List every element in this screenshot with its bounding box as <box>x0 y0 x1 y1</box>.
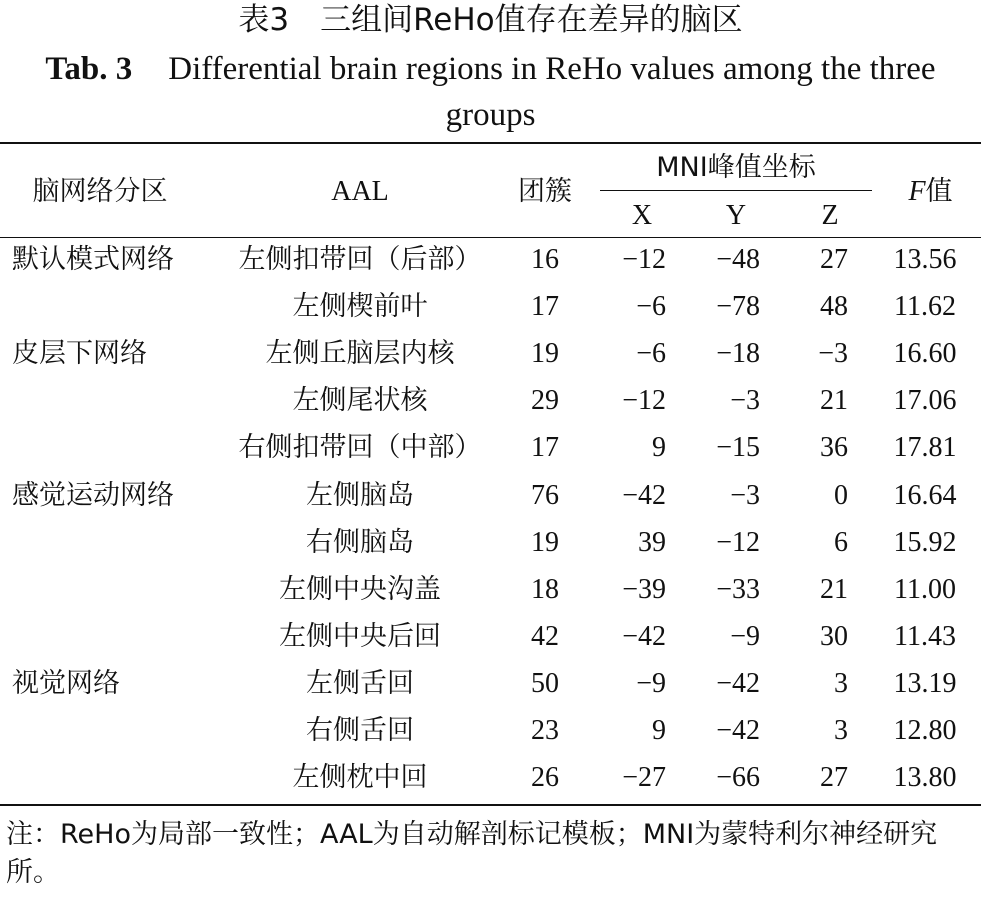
cell-cluster: 16 <box>531 244 559 275</box>
header-cluster: 团簇 <box>518 176 572 207</box>
cell-aal: 左侧舌回 <box>306 667 414 699</box>
cell-aal: 左侧中央沟盖 <box>279 573 441 605</box>
cell-z: −3 <box>818 338 848 370</box>
cell-y: −3 <box>730 479 760 511</box>
cell-cluster: 26 <box>531 762 559 794</box>
cell-x: 9 <box>652 715 666 746</box>
cell-f: 11.00 <box>894 573 956 605</box>
cell-z: 6 <box>834 526 848 558</box>
cell-aal: 左侧枕中回 <box>292 762 428 794</box>
cell-y: −12 <box>716 526 760 558</box>
cell-z: 0 <box>834 479 848 511</box>
cell-network: 视觉网络 <box>12 667 120 699</box>
cell-z: 48 <box>820 291 848 323</box>
cell-z: 3 <box>834 667 848 699</box>
cell-network: 感觉运动网络 <box>12 479 174 511</box>
cell-z: 36 <box>820 432 848 464</box>
cell-f: 13.80 <box>893 762 957 794</box>
cell-aal: 右侧扣带回（中部） <box>238 432 482 464</box>
cell-x: 9 <box>652 432 666 464</box>
cell-f: 11.43 <box>894 620 956 652</box>
table-title-en-text: Differential brain regions in ReHo values among the three groups <box>168 51 936 133</box>
bottom-rule <box>0 804 981 806</box>
cell-aal: 右侧舌回 <box>306 715 414 746</box>
top-rule <box>0 142 981 144</box>
cell-aal: 左侧丘脑层内核 <box>265 338 455 370</box>
table-note: 注：ReHo为局部一致性；AAL为自动解剖标记模板；MNI为蒙特利尔神经研究所。 <box>6 819 938 888</box>
cell-x: −6 <box>636 291 666 323</box>
cell-f: 17.81 <box>893 432 957 464</box>
cell-x: −9 <box>636 667 666 699</box>
cell-cluster: 19 <box>531 526 559 558</box>
cell-y: −33 <box>716 573 760 605</box>
cell-x: −27 <box>622 762 666 794</box>
cell-x: −12 <box>622 385 666 417</box>
cell-network: 默认模式网络 <box>12 244 174 275</box>
header-rule <box>0 237 981 238</box>
header-z: Z <box>821 200 839 231</box>
cell-cluster: 19 <box>531 338 559 370</box>
cell-cluster: 42 <box>531 620 559 652</box>
cell-cluster: 17 <box>531 432 559 464</box>
cell-aal: 右侧脑岛 <box>306 526 414 558</box>
cell-cluster: 17 <box>531 291 559 323</box>
cell-f: 17.06 <box>893 385 957 417</box>
table-title-en <box>10 46 971 138</box>
cell-f: 16.60 <box>893 338 957 370</box>
cell-y: −48 <box>716 244 760 275</box>
cell-f: 15.92 <box>893 526 957 558</box>
header-network: 脑网络分区 <box>32 176 168 207</box>
mni-rule <box>600 190 872 191</box>
cell-z: 21 <box>820 573 848 605</box>
cell-y: −15 <box>716 432 760 464</box>
table-title-cn: 表3 三组间ReHo值存在差异的脑区 <box>238 2 743 38</box>
cell-f: 16.64 <box>893 479 957 511</box>
header-aal: AAL <box>331 176 389 207</box>
cell-cluster: 50 <box>531 667 559 699</box>
header-x: X <box>631 200 653 231</box>
cell-z: 30 <box>820 620 848 652</box>
cell-y: −9 <box>730 620 760 652</box>
cell-cluster: 18 <box>531 573 559 605</box>
cell-x: −42 <box>622 479 666 511</box>
cell-y: −3 <box>730 385 760 417</box>
cell-x: 39 <box>638 526 666 558</box>
cell-f: 13.56 <box>893 244 957 275</box>
cell-f: 13.19 <box>893 667 957 699</box>
cell-f: 12.80 <box>893 715 957 746</box>
cell-y: −42 <box>716 667 760 699</box>
header-mni: MNI峰值坐标 <box>656 152 816 183</box>
cell-z: 27 <box>820 762 848 794</box>
cell-aal: 左侧尾状核 <box>292 385 428 417</box>
cell-x: −39 <box>622 573 666 605</box>
cell-y: −18 <box>716 338 760 370</box>
cell-aal: 左侧中央后回 <box>279 620 441 652</box>
cell-cluster: 23 <box>531 715 559 746</box>
cell-cluster: 29 <box>531 385 559 417</box>
cell-z: 27 <box>820 244 848 275</box>
cell-y: −42 <box>716 715 760 746</box>
cell-aal: 左侧楔前叶 <box>292 291 428 323</box>
cell-aal: 左侧脑岛 <box>306 479 414 511</box>
cell-f: 11.62 <box>894 291 956 323</box>
header-f-suffix: 值 <box>925 176 953 207</box>
cell-y: −78 <box>716 291 760 323</box>
header-y: Y <box>725 200 747 231</box>
cell-z: 21 <box>820 385 848 417</box>
cell-network: 皮层下网络 <box>12 338 147 370</box>
cell-z: 3 <box>834 715 848 746</box>
cell-cluster: 76 <box>531 479 559 511</box>
cell-aal: 左侧扣带回（后部） <box>238 244 482 275</box>
header-f <box>880 172 981 212</box>
table-label-en: Tab. 3 <box>45 51 133 87</box>
cell-x: −12 <box>622 244 666 275</box>
cell-x: −6 <box>636 338 666 370</box>
cell-x: −42 <box>622 620 666 652</box>
cell-y: −66 <box>716 762 760 794</box>
header-f-letter: F <box>908 176 926 207</box>
